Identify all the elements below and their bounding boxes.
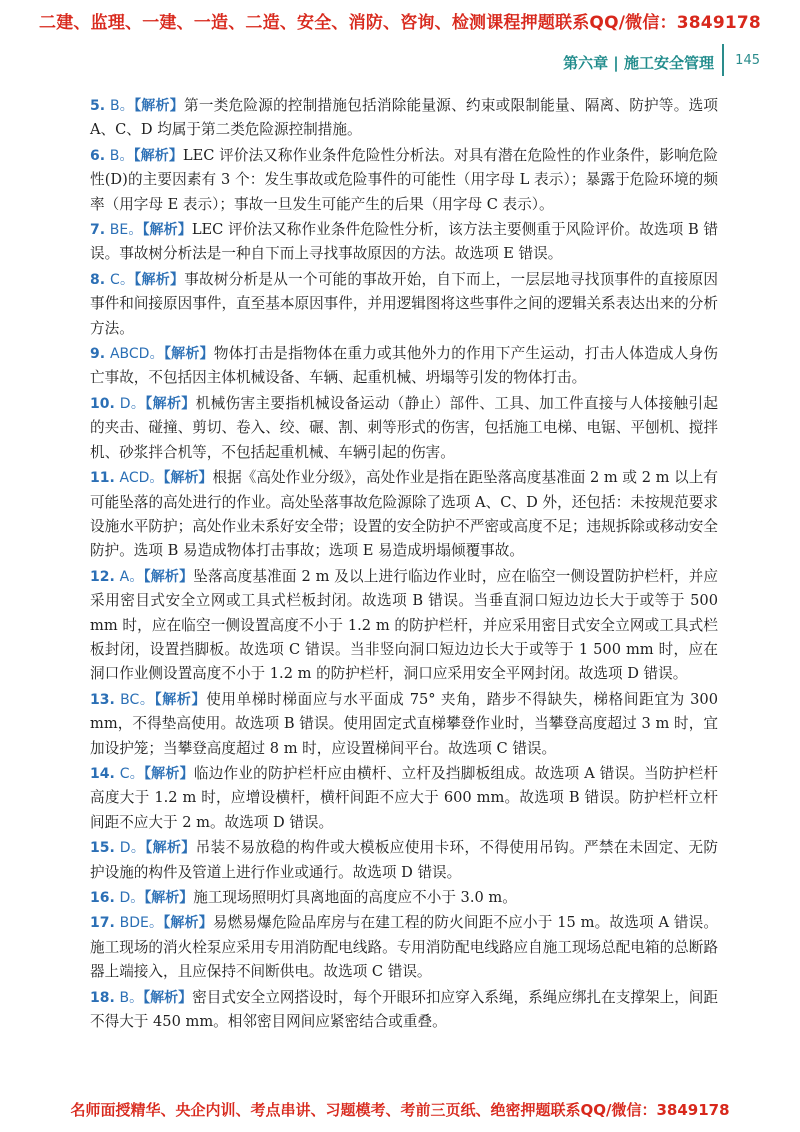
bottom-promo-banner: 名师面授精华、央企内训、考点串讲、习题模考、考前三页纸、绝密押题联系QQ/微信：3849178 [70, 1101, 730, 1119]
analysis-tag: 【解析】 [163, 346, 214, 363]
running-head [520, 50, 760, 76]
question-number: 12. [90, 568, 115, 585]
question-number: 5. [90, 98, 106, 114]
question-number: 9. [90, 346, 106, 363]
answer-key: D。 [119, 840, 146, 857]
answer-key: BC。 [120, 691, 155, 708]
answer-item-16 [90, 886, 718, 910]
analysis-tag: 【解析】 [163, 470, 213, 487]
answer-item-7 [90, 218, 718, 267]
answer-key: C。 [109, 271, 135, 288]
analysis-text: 根据《高处作业分级》，高处作业是指在距坠落高度基准面 2 m 或 2 m 以上有可能坠落的高处进行的作业。高处坠落事故危险源除了选项 A、C、D 外，还包括：未按规范要求设施水平防护；高处作业未系好安全带；设置的安全防护不严密或高度不足；违规拆除或移动安全防护。选项 B 易造成物体打击事故；选项 E 易造成坍塌倾覆事故。 [90, 469, 718, 560]
question-number: 16. [90, 890, 115, 906]
answer-item-18 [90, 986, 718, 1035]
analysis-tag: 【解析】 [134, 98, 185, 114]
question-number: 11. [90, 470, 115, 487]
answer-key: C。 [119, 765, 144, 782]
top-promo-banner: 二建、监理、一建、一造、二造、安全、消防、咨询、检测课程押题联系QQ/微信：3849178 [39, 13, 761, 33]
answer-key: D。 [119, 395, 146, 412]
analysis-text: 吊装不易放稳的构件或大模板应使用卡环，不得使用吊钩。严禁在未固定、无防护设施的构件及管道上进行作业或通行。故选项 D 错误。 [90, 839, 719, 881]
analysis-tag: 【解析】 [133, 147, 183, 164]
analysis-text: 机械伤害主要指机械设备运动（静止）部件、工具、加工件直接与人体接触引起的夹击、碰撞、剪切、卷入、绞、碾、割、刺等形式的伤害，包括施工电梯、电锯、平刨机、搅拌机、砂浆拌合机等，不包括起重机械、车辆引起的伤害。 [90, 394, 719, 461]
answer-key: B。 [119, 989, 144, 1006]
analysis-text: 施工现场照明灯具离地面的高度应不小于 3.0 m。 [193, 889, 517, 906]
question-number: 13. [90, 691, 115, 708]
answer-item-11 [90, 466, 718, 564]
analysis-tag: 【解析】 [154, 691, 207, 708]
answer-key: D。 [119, 890, 145, 906]
analysis-text: LEC 评价法又称作业条件危险性分析，该方法主要侧重于风险评价。故选项 B 错误。事故树分析法是一种自下而上寻找事故原因的方法。故选项 E 错误。 [90, 221, 719, 263]
question-number: 14. [90, 765, 115, 782]
answer-item-17 [90, 911, 718, 984]
analysis-tag: 【解析】 [145, 395, 196, 412]
analysis-tag: 【解析】 [142, 222, 192, 239]
answer-item-6 [90, 144, 718, 217]
answer-item-15 [90, 836, 718, 885]
answer-item-5 [90, 94, 718, 143]
answer-key: B。 [109, 98, 135, 114]
answer-item-12 [90, 565, 718, 687]
answer-item-10 [90, 392, 718, 465]
analysis-tag: 【解析】 [144, 890, 194, 906]
answer-item-9 [90, 342, 718, 391]
answer-key: A。 [119, 568, 144, 585]
analysis-tag: 【解析】 [143, 568, 194, 585]
analysis-text: 临边作业的防护栏杆应由横杆、立杆及挡脚板组成。故选项 A 错误。当防护栏杆高度大于 1.2 m 时，应增设横杆，横杆间距不应大于 600 mm。故选项 B 错误。防护栏杆立杆间距不应大于 2 m。故选项 D 错误。 [90, 764, 719, 831]
analysis-text: 坠落高度基准面 2 m 及以上进行临边作业时，应在临空一侧设置防护栏杆，并应采用密目式安全立网或工具式栏板封闭。故选项 B 错误。当垂直洞口短边边长大于或等于 500 mm 时，应在临空一侧设置高度不小于 1.2 m 的防护栏杆，并应采用密目式安全立网或工具式栏板封闭，设置挡脚板。故选项 C 错误。当非竖向洞口短边边长大于或等于 1 500 mm 时，应在洞口作业侧设置高度不小于 1.2 m 的防护栏杆，洞口应采用安全平网封闭。故选项 D 错误。 [90, 567, 719, 683]
chapter-title: 第六章 | 施工安全管理 [563, 54, 714, 72]
answer-key: B。 [109, 147, 134, 164]
answer-key: BDE。 [119, 915, 164, 932]
answer-key: ABCD。 [109, 346, 164, 363]
analysis-tag: 【解析】 [163, 915, 213, 932]
answer-item-13 [90, 688, 718, 761]
header-divider [722, 44, 724, 76]
question-number: 10. [90, 395, 115, 412]
analysis-tag: 【解析】 [143, 765, 194, 782]
answer-item-14 [90, 762, 718, 835]
analysis-text: 易燃易爆危险品库房与在建工程的防火间距不应小于 15 m。故选项 A 错误。施工现场的消火栓泵应采用专用消防配电线路。专用消防配电线路应自施工现场总配电箱的总断路器上端接入，且应保持不间断供电。故选项 C 错误。 [90, 914, 719, 981]
question-number: 17. [90, 915, 115, 932]
page-number: 145 [735, 53, 760, 68]
question-number: 6. [90, 147, 106, 164]
analysis-tag: 【解析】 [143, 989, 193, 1006]
question-number: 7. [90, 222, 106, 239]
question-number: 18. [90, 989, 115, 1006]
analysis-tag: 【解析】 [145, 840, 196, 857]
analysis-text: 物体打击是指物体在重力或其他外力的作用下产生运动，打击人体造成人身伤亡事故，不包括因主体机械设备、车辆、起重机械、坍塌等引发的物体打击。 [90, 345, 719, 387]
answer-item-8 [90, 268, 718, 341]
analysis-text: 使用单梯时梯面应与水平面成 75° 夹角，踏步不得缺失，梯格间距宜为 300 mm，不得垫高使用。故选项 B 错误。使用固定式直梯攀登作业时，当攀登高度超过 3 m 时，宜加设护笼；当攀登高度超过 8 m 时，应设置梯间平台。故选项 C 错误。 [90, 690, 718, 757]
answer-key: ACD。 [119, 470, 164, 487]
question-number: 8. [90, 271, 106, 288]
answer-list [90, 94, 718, 1035]
answer-key: BE。 [109, 222, 143, 239]
question-number: 15. [90, 840, 115, 857]
analysis-text: 第一类危险源的控制措施包括消除能量源、约束或限制能量、隔离、防护等。选项 A、C、D 均属于第二类危险源控制措施。 [90, 97, 719, 139]
analysis-text: 密目式安全立网搭设时，每个开眼环扣应穿入系绳，系绳应绑扎在支撑架上，间距不得大于 450 mm。相邻密目网间应紧密结合或重叠。 [90, 988, 719, 1031]
analysis-text: 事故树分析是从一个可能的事故开始，自下而上，一层层地寻找顶事件的直接原因事件和间接原因事件，直至基本原因事件，并用逻辑图将这些事件之间的逻辑关系表达出来的分析方法。 [90, 270, 719, 337]
analysis-tag: 【解析】 [134, 271, 185, 288]
analysis-text: LEC 评价法又称作业条件危险性分析法。对具有潜在危险性的作业条件，影响危险性(D)的主要因素有 3 个：发生事故或危险事件的可能性（用字母 L 表示）；暴露于危险环境的频率（用字母 E 表示）；事故一旦发生可能产生的后果（用字母 C 表示）。 [90, 146, 719, 213]
